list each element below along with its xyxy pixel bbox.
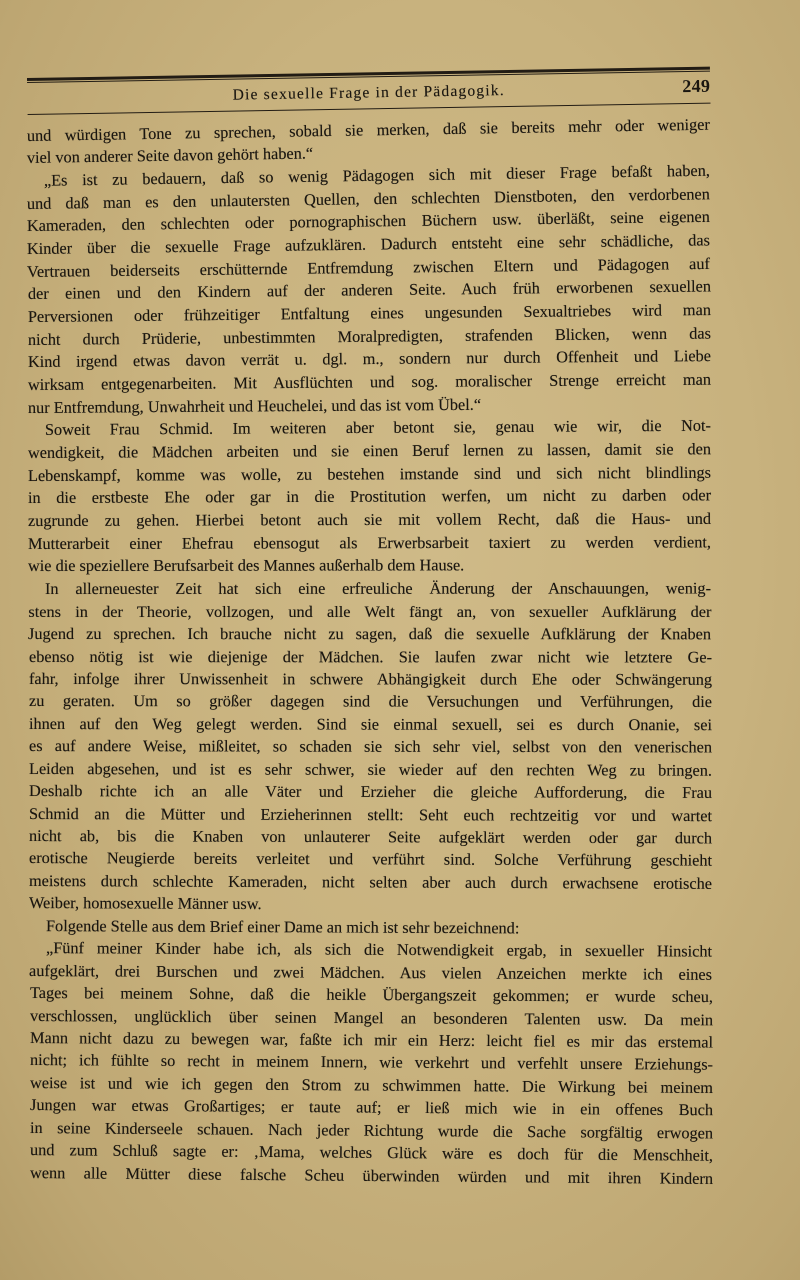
text-line: Jungen war etwas Großartiges; er taute auf; er ließ mich wie in ein offenes Buch bbox=[29, 1095, 713, 1120]
paragraph-start-line: Soweit Frau Schmid. Im weiteren aber betont sie, genau wie wir, die Not- bbox=[44, 415, 711, 440]
page-number: 249 bbox=[682, 75, 711, 97]
text-line: zu geraten. Um so größer dagegen sind die Versuchungen und Verführungen, die bbox=[28, 691, 712, 712]
text-line: Weiber, homosexuelle Männer usw. bbox=[29, 893, 262, 914]
text-line: nicht; ich fühlte so recht in meinem Innern, wie verkehrt und verfehlt unsere Erziehungs- bbox=[29, 1050, 713, 1075]
text-line: ebenso nötig ist wie diejenige der Mädchen. Sie laufen zwar nicht wie letztere Ge- bbox=[28, 646, 712, 666]
text-line: Kind irgend etwas davon verrät u. dgl. m., sondern nur durch Offenheit und Liebe bbox=[27, 346, 711, 372]
text-line: Lebenskampf, komme was wolle, zu bestehen imstande sind und sich nicht blindlings bbox=[27, 462, 712, 485]
text-line: Kinder über die sexuelle Frage aufzuklären. Dadurch entsteht eine sehr schädliche, das bbox=[27, 230, 711, 258]
text-line: Leiden abgesehen, und ist es sehr schwer, sie wieder auf den rechten Weg zu bringen. bbox=[28, 758, 712, 780]
text-line: in seine Kinderseele schauen. Nach jeder Richtung wurde die Sache sorgfältig erwogen bbox=[29, 1117, 713, 1143]
text-line: wendigkeit, die Mädchen arbeiten und sie einen Beruf lernen zu lassen, damit sie den bbox=[27, 439, 711, 462]
text-line: viel von anderer Seite davon gehört haben.“ bbox=[26, 143, 314, 168]
text-line: zugrunde zu gehen. Hierbei betont auch sie mit vollem Recht, daß die Haus- und bbox=[28, 508, 712, 530]
text-line: erotische Neugierde bereits verleitet und verführt sind. Solche Verführung geschieht bbox=[29, 848, 713, 871]
text-line: Kameraden, den schlechten oder pornographischen Büchern usw. überläßt, seine eigenen bbox=[27, 207, 711, 236]
text-line: fahr, infolge ihrer Unwissenheit in schwere Abhängigkeit durch Ehe oder Schwängerung bbox=[28, 668, 712, 689]
text-line: und würdigen Tone zu sprechen, sobald sie merken, daß sie bereits mehr oder weniger bbox=[26, 114, 710, 145]
text-line: Mann nicht dazu zu bewegen war, faßte ich mir ein Herz: leicht fiel es mir das erstemal bbox=[29, 1028, 713, 1052]
text-line: und daß man es den unlautersten Quellen, den schlechten Dienstboten, den verdorbenen bbox=[26, 183, 711, 213]
text-line: Perversionen oder frühzeitiger Entfaltung eines ungesunden Sexualtriebes wird man bbox=[27, 299, 711, 326]
text-line: Tages bei meinem Sohne, daß die heikle Übergangszeit gekommen; er wurde scheu, bbox=[29, 983, 713, 1007]
text-line: Jugend zu sprechen. Ich brauche nicht zu sagen, daß die sexuelle Aufklärung der Knaben bbox=[28, 624, 712, 644]
text-line: verschlossen, unglücklich über seinen Mangel an besonderen Talenten usw. Da mein bbox=[29, 1005, 713, 1029]
text-line: Deshalb richte ich an alle Väter und Erzieher die gleiche Aufforderung, die Frau bbox=[28, 781, 712, 803]
text-line: wie die speziellere Berufsarbeit des Mannes außerhalb dem Hause. bbox=[28, 555, 465, 576]
text-line: wenn alle Mütter diese falsche Scheu überwinden würden und mit ihren Kindern bbox=[29, 1162, 714, 1188]
running-head bbox=[27, 59, 711, 120]
text-line: nur Entfremdung, Unwahrheit und Heuchelei, und das ist vom Übel.“ bbox=[27, 394, 481, 417]
paragraph-start-line: Folgende Stelle aus dem Brief einer Dame an mich ist sehr bezeichnend: bbox=[46, 915, 520, 938]
paragraph-start-line: In allerneuester Zeit hat sich eine erfreuliche Änderung der Anschauungen, wenig- bbox=[45, 578, 712, 598]
text-line: weise ist und wie ich gegen den Strom zu schwimmen hatte. Die Wirkung bei meinem bbox=[29, 1072, 713, 1097]
text-line: der einen und den Kindern auf der anderen Seite. Auch früh erworbenen sexuellen bbox=[27, 276, 711, 304]
text-line: wirksam entgegenarbeiten. Mit Ausflüchten und sog. moralischer Strenge erreicht man bbox=[27, 369, 711, 394]
running-head-title: Die sexuelle Frage in der Pädagogik. bbox=[232, 82, 505, 104]
text-line: und zum Schluß sagte er: ‚Mama, welches Glück wäre es doch für die Menschheit, bbox=[29, 1140, 713, 1165]
text-line: Schmid an die Mütter und Erzieherinnen stellt: Seht euch rechtzeitig vor und wartet bbox=[28, 803, 713, 825]
text-line: nicht ab, bis die Knaben von unlauterer Seite aufgeklärt werden oder gar durch bbox=[28, 826, 713, 848]
text-line: aufgeklärt, drei Burschen und zwei Mädchen. Aus vielen Anzeichen merkte ich eines bbox=[29, 960, 713, 984]
text-line: nicht durch Prüderie, unbestimmten Moralpredigten, strafenden Blicken, wenn das bbox=[27, 323, 711, 349]
text-line: Mutterarbeit einer Ehefrau ebensogut als Erwerbsarbeit taxiert zu werden verdient, bbox=[28, 531, 712, 553]
paragraph-start-line: „Fünf meiner Kinder habe ich, als sich die Notwendigkeit ergab, in sexueller Hinsicht bbox=[46, 938, 713, 961]
text-line: stens in der Theorie, vollzogen, und alle Welt fängt an, von sexueller Aufklärung der bbox=[28, 601, 712, 621]
text-line: in die erstbeste Ehe oder gar in die Prostitution werfen, um nicht zu darben oder bbox=[27, 485, 712, 508]
text-line: Vertrauen beiderseits erschütternde Entfremdung zwischen Eltern und Pädagogen auf bbox=[27, 253, 711, 281]
text-line: ihnen auf den Weg gelegt werden. Sind sie einmal sexuell, sei es durch Onanie, sei bbox=[28, 713, 712, 734]
paragraph-start-line: „Es ist zu bedauern, daß so wenig Pädagogen sich mit dieser Frage befaßt haben, bbox=[43, 160, 711, 190]
text-line: meistens durch schlechte Kameraden, nicht selten aber auch durch erwachsene erotische bbox=[29, 870, 713, 893]
text-line: es auf andere Weise, mißleitet, so schaden sie sich sehr viel, selbst von den venerischen bbox=[28, 736, 712, 757]
